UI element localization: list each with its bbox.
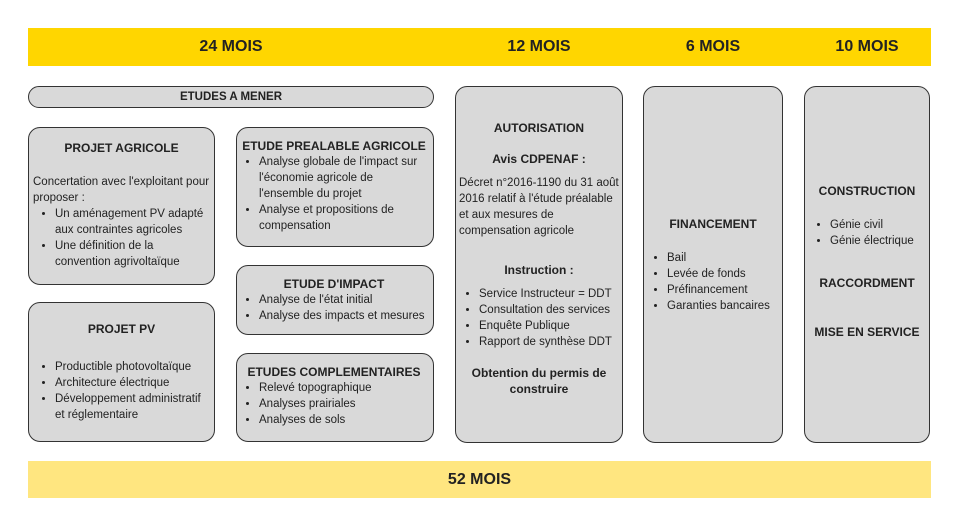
- projet-pv-box: [28, 302, 215, 442]
- list-item: • Analyse globale de l'impact sur l'économie agricole de l'ensemble du projet: [259, 154, 429, 202]
- etude-prealable-list: [239, 154, 429, 234]
- instruction-list: [459, 286, 619, 350]
- financement-box: [643, 86, 783, 443]
- projet-agricole-box: [28, 127, 215, 285]
- etude-impact-title: ETUDE D'IMPACT: [283, 277, 385, 291]
- projet-agricole-list: [33, 206, 210, 270]
- list-item: • Service Instructeur = DDT: [479, 286, 619, 302]
- construction-title: CONSTRUCTION: [818, 184, 916, 198]
- list-item: • Productible photovoltaïque: [55, 359, 210, 375]
- etudes-complementaires-title: ETUDES COMPLEMENTAIRES: [247, 365, 421, 379]
- list-item: • Analyses de sols: [259, 412, 429, 428]
- etude-impact-list: [239, 292, 429, 324]
- construction-box: [804, 86, 930, 443]
- raccordement-title: RACCORDMENT: [819, 276, 915, 290]
- etudes-complementaires-list: [239, 380, 429, 428]
- autorisation-box: [455, 86, 623, 443]
- projet-agricole-intro: Concertation avec l'exploitant pour proposer :: [33, 176, 210, 204]
- duration-financement: 6 MOIS: [685, 38, 741, 55]
- duration-autorisation: 12 MOIS: [507, 38, 571, 55]
- list-item: • Une définition de la convention agrivoltaïque: [55, 238, 210, 270]
- total-duration-bar: 52 MOIS: [28, 461, 931, 498]
- financement-list: [647, 250, 779, 314]
- list-item: • Garanties bancaires: [667, 298, 779, 314]
- list-item: • Analyse des impacts et mesures: [259, 308, 429, 324]
- etudes-complementaires-box: [236, 353, 434, 442]
- list-item: • Enquête Publique: [479, 318, 619, 334]
- construction-list: [808, 217, 926, 249]
- projet-pv-title: PROJET PV: [87, 322, 156, 336]
- list-item: • Relevé topographique: [259, 380, 429, 396]
- list-item: • Consultation des services: [479, 302, 619, 318]
- list-item: • Levée de fonds: [667, 266, 779, 282]
- etudes-header: ETUDES A MENER: [28, 86, 434, 108]
- list-item: • Un aménagement PV adapté aux contraintes agricoles: [55, 206, 210, 238]
- list-item: • Architecture électrique: [55, 375, 210, 391]
- list-item: • Analyse de l'état initial: [259, 292, 429, 308]
- list-item: • Analyses prairiales: [259, 396, 429, 412]
- financement-title: FINANCEMENT: [669, 217, 757, 231]
- list-item: • Analyse et propositions de compensation: [259, 202, 429, 234]
- instruction-title: Instruction :: [504, 263, 574, 277]
- list-item: • Génie électrique: [830, 233, 926, 249]
- decret-text: Décret n°2016-1190 du 31 août 2016 relatif à l'étude préalable et aux mesures de compensation agricole: [459, 177, 619, 237]
- list-item: • Génie civil: [830, 217, 926, 233]
- obtention-permis: Obtention du permis de construire: [471, 366, 607, 396]
- duration-construction: 10 MOIS: [835, 38, 899, 55]
- avis-cdpenaf-title: Avis CDPENAF :: [492, 152, 586, 166]
- list-item: • Préfinancement: [667, 282, 779, 298]
- mise-en-service-title: MISE EN SERVICE: [814, 325, 920, 339]
- autorisation-title: AUTORISATION: [493, 121, 585, 135]
- duration-etudes: 24 MOIS: [199, 38, 263, 55]
- list-item: • Rapport de synthèse DDT: [479, 334, 619, 350]
- etude-prealable-title: ETUDE PREALABLE AGRICOLE: [242, 139, 426, 153]
- list-item: • Bail: [667, 250, 779, 266]
- etude-impact-box: [236, 265, 434, 335]
- projet-pv-list: [33, 359, 210, 423]
- list-item: • Développement administratif et réglementaire: [55, 391, 210, 423]
- projet-agricole-title: PROJET AGRICOLE: [64, 141, 179, 155]
- etude-prealable-box: [236, 127, 434, 247]
